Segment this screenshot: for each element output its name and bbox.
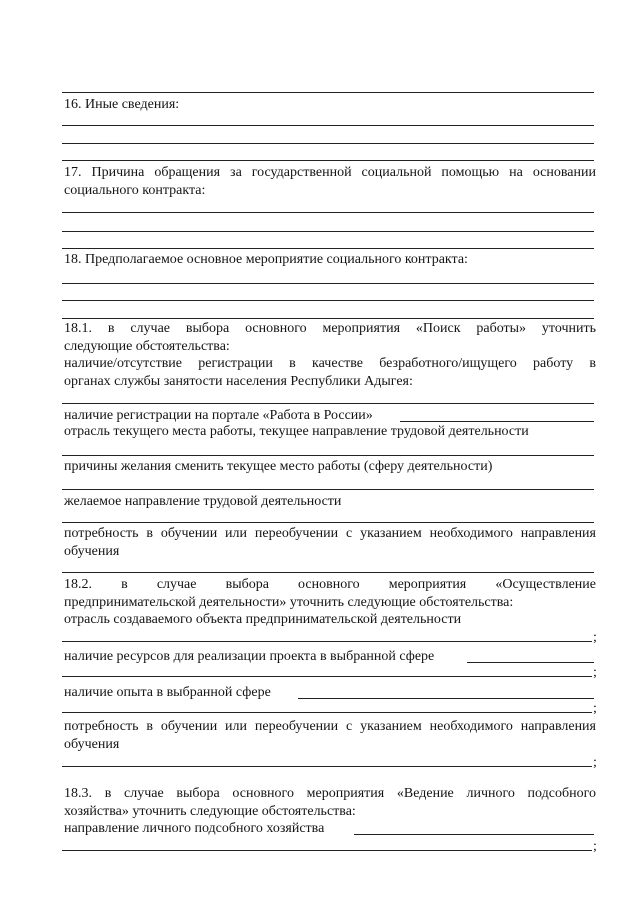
semicolon: ; [593,665,597,680]
blank-line [62,455,594,456]
section-18-1-line4: органах службы занятости населения Республики Адыгея: [64,374,413,389]
household-direction-label: направление личного подсобного хозяйства [64,821,325,836]
experience-label: наличие опыта в выбранной сфере [64,685,271,700]
reasons-label: причины желания сменить текущее место работы (сферу деятельности) [64,459,493,474]
section-17-line1: 17. Причина обращения за государственной социальной помощью на основании [64,165,596,180]
blank-line [62,850,592,851]
section-18-3-line1: 18.3. в случае выбора основного мероприятия «Ведение личного подсобного [64,786,596,801]
blank-line [62,92,594,93]
blank-line [62,283,594,284]
portal-registration-label: наличие регистрации на портале «Работа в России» [64,408,373,423]
semicolon: ; [593,630,597,645]
section-18-1-line1: 18.1. в случае выбора основного мероприятия «Поиск работы» уточнить [64,321,596,336]
section-18-3-line2: хозяйства» уточнить следующие обстоятельства: [64,804,356,819]
blank-line [62,403,594,404]
section-18-1-line3: наличие/отсутствие регистрации в качестве безработного/ищущего работу в [64,356,596,371]
resources-label: наличие ресурсов для реализации проекта в выбранной сфере [64,649,435,664]
current-work-label: отрасль текущего места работы, текущее направление трудовой деятельности [64,424,529,439]
blank-line [354,834,594,835]
blank-line [62,248,594,249]
blank-line [62,489,594,490]
blank-line [62,125,594,126]
section-18-2-line3: отрасль создаваемого объекта предпринимательской деятельности [64,612,462,627]
blank-line [298,698,594,699]
section-18-2-line1: 18.2. в случае выбора основного мероприятия «Осуществление [64,577,596,592]
blank-line [62,522,594,523]
blank-line [62,712,592,713]
semicolon: ; [593,755,597,770]
blank-line [400,421,594,422]
section-16-label: 16. Иные сведения: [64,97,180,112]
training-need-2-line2: обучения [64,737,120,752]
training-need-line2: обучения [64,544,120,559]
blank-line [62,160,594,161]
section-17-line2: социального контракта: [64,183,206,198]
blank-line [62,676,592,677]
training-need-2-line1: потребность в обучении или переобучении с указанием необходимого направления [64,719,596,734]
blank-line [62,300,594,301]
section-18-label: 18. Предполагаемое основное мероприятие социального контракта: [64,252,468,267]
section-18-1-line2: следующие обстоятельства: [64,339,230,354]
blank-line [62,212,594,213]
blank-line [62,641,592,642]
section-18-2-line2: предпринимательской деятельности» уточнить следующие обстоятельства: [64,595,514,610]
training-need-line1: потребность в обучении или переобучении с указанием необходимого направления [64,526,596,541]
semicolon: ; [593,839,597,854]
blank-line [467,662,594,663]
blank-line [62,318,594,319]
blank-line [62,231,594,232]
desired-direction-label: желаемое направление трудовой деятельности [64,494,342,509]
blank-line [62,143,594,144]
blank-line [62,572,594,573]
blank-line [62,766,592,767]
semicolon: ; [593,701,597,716]
